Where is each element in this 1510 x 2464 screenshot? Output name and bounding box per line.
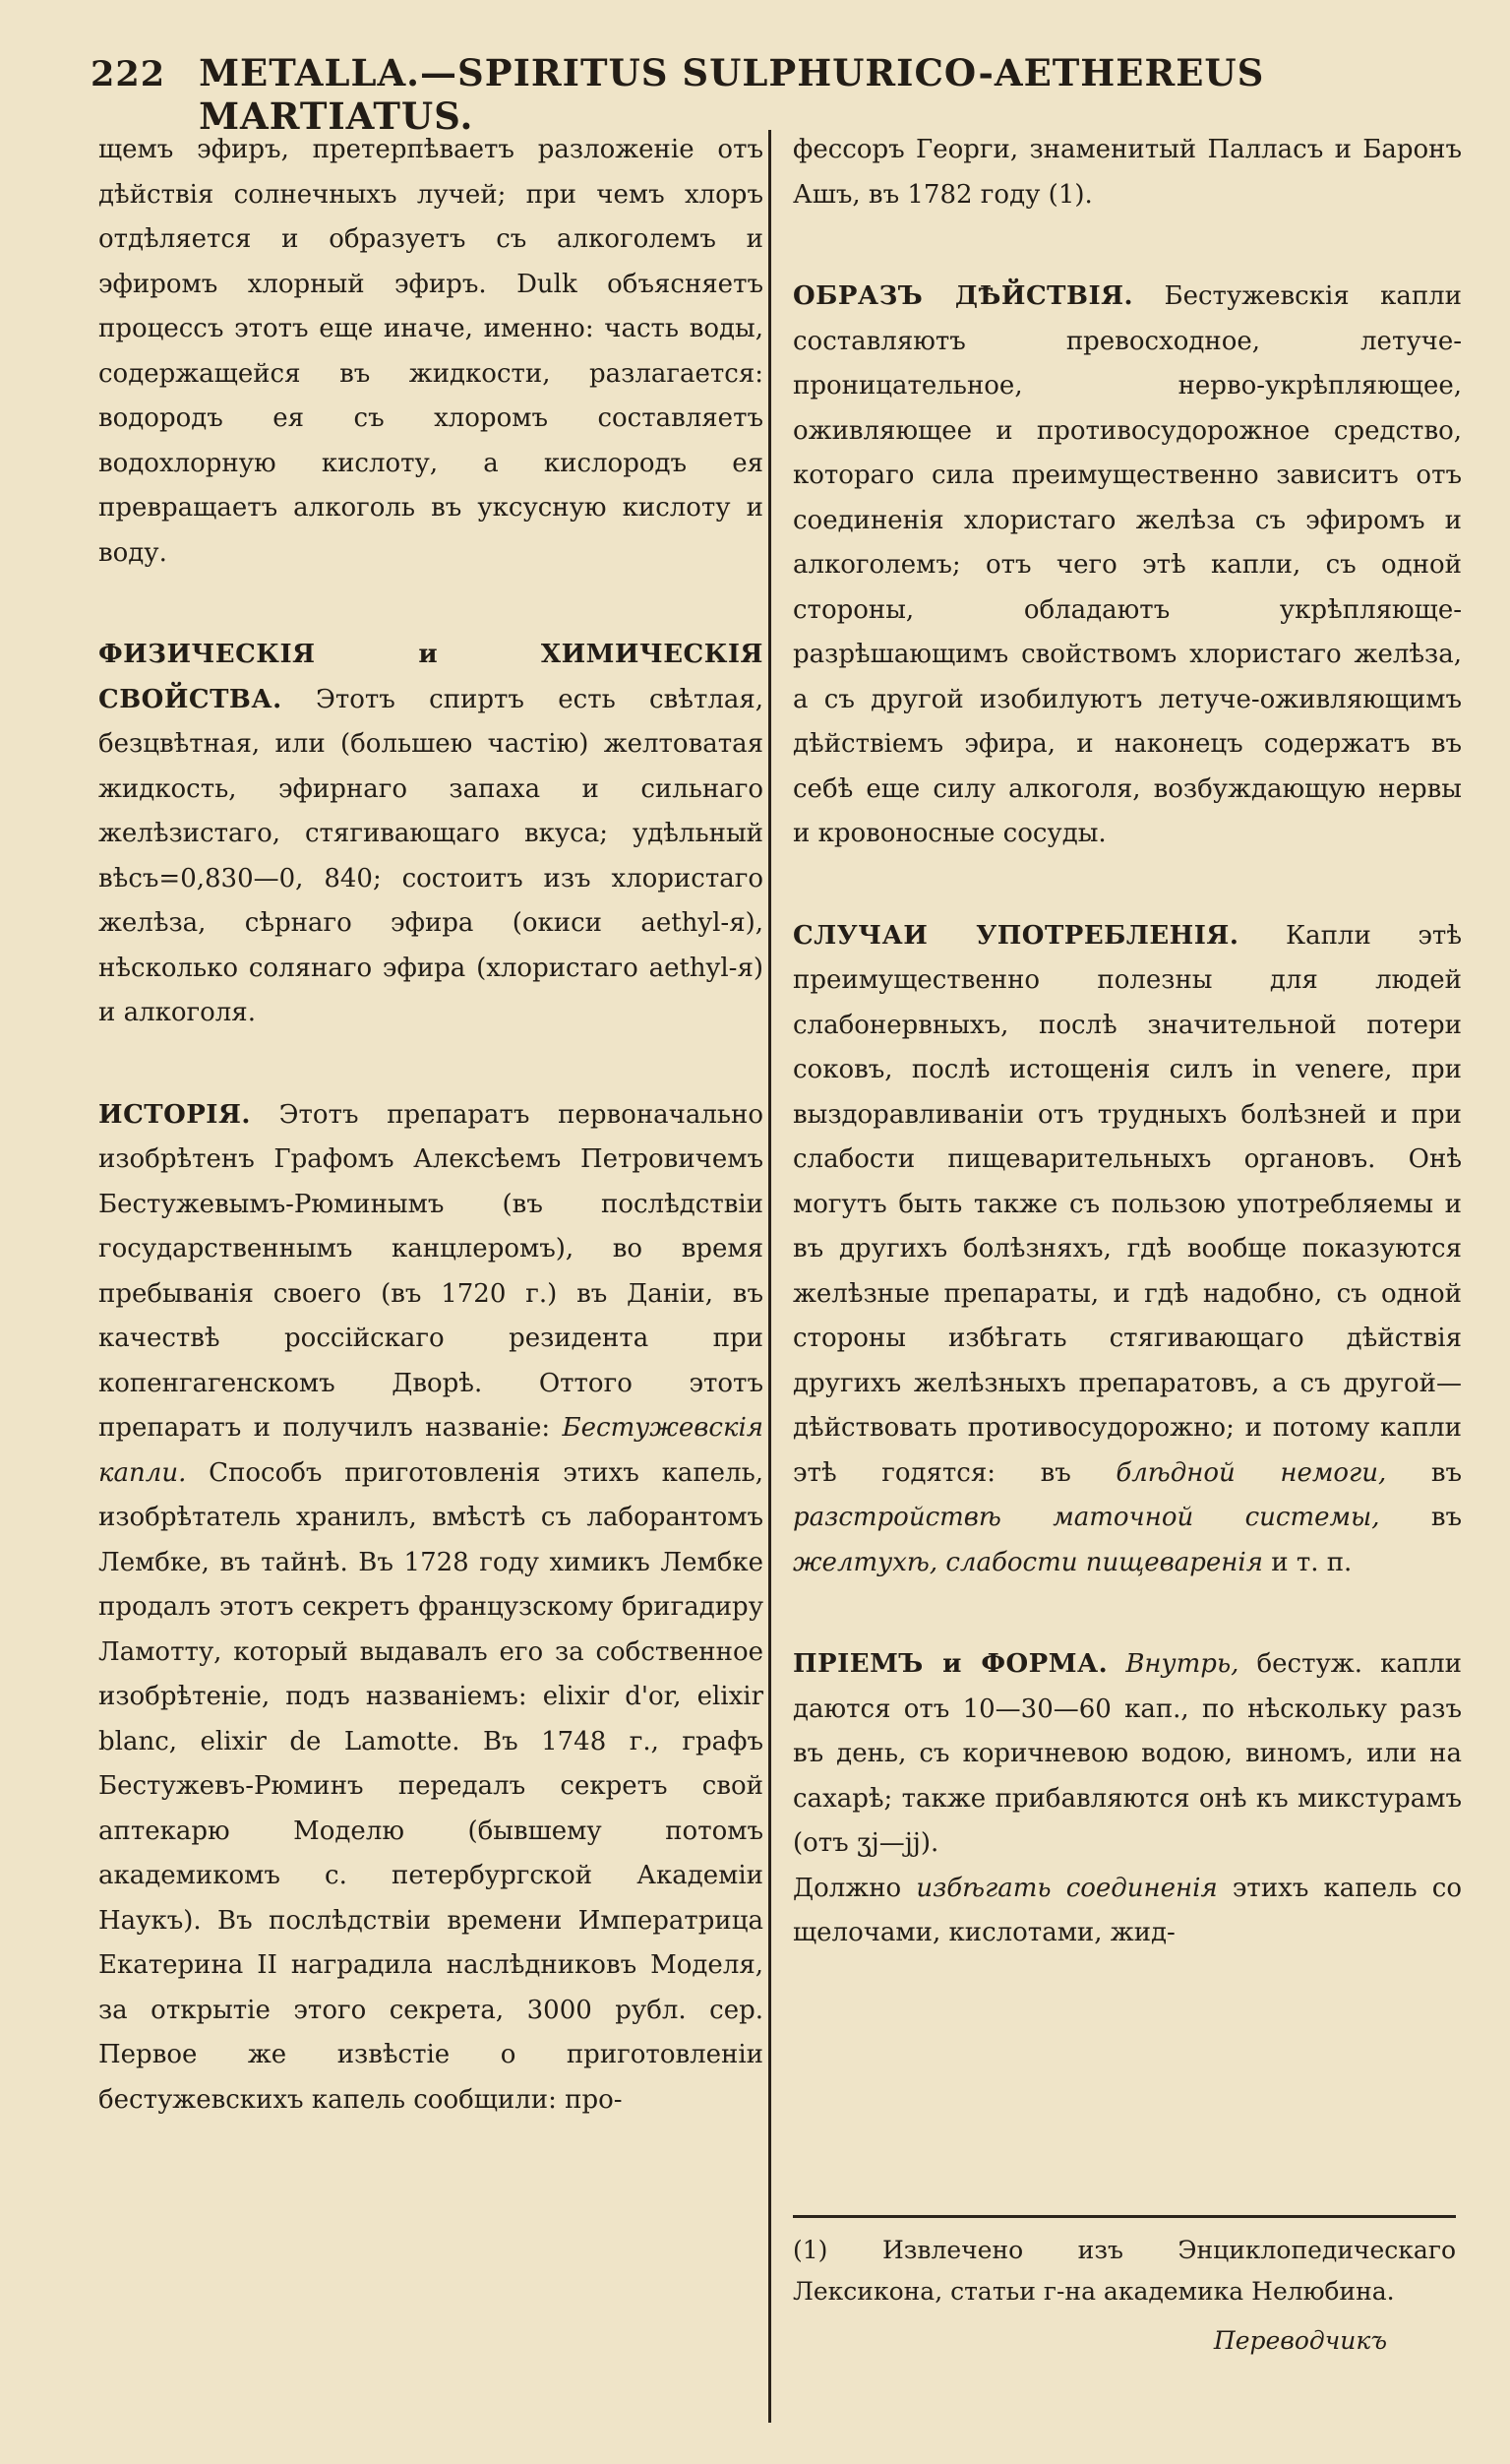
use-text-2: въ xyxy=(1430,1457,1462,1488)
left-column xyxy=(98,128,763,2123)
section-dosage xyxy=(793,1642,1462,1867)
section-text-physical: Этотъ спиртъ есть свѣтлая, безцвѣтная, или (большею частію) желтоватая жидкость, эфирнаго запаха и сильнаго желѣзистаго, стягивающаго вкуса; удѣльный вѣсъ=0,830—0, 840; состоитъ изъ хлористаго желѣза, сѣрнаго эфира (окиси aethyl-я), нѣсколько солянаго эфира (хлористаго aethyl-я) и алкоголя. xyxy=(98,684,764,1027)
footnote-body xyxy=(793,2230,1456,2312)
section-action xyxy=(793,275,1462,857)
use-text-4: и т. п. xyxy=(1271,1547,1353,1577)
footnote-mark: (1) xyxy=(793,2236,828,2264)
footnote-reference: (1) xyxy=(1048,179,1085,210)
section-heading-action: ОБРАЗЪ ДѢЙСТВІЯ. xyxy=(793,281,1134,311)
right-column xyxy=(793,128,1462,1956)
avoid-text-1: Должно xyxy=(793,1873,902,1903)
dose-italic: Внутрь, xyxy=(1125,1649,1239,1679)
column-divider xyxy=(768,130,771,2423)
footnote-text: Извлечено изъ Энциклопедическаго Лексикона, статьи г-на академика Нелюбина. xyxy=(793,2236,1456,2306)
footnote xyxy=(793,2230,1456,2362)
section-physical-properties xyxy=(98,633,763,1036)
running-header xyxy=(91,51,1359,138)
footnote-signature: Переводчикъ xyxy=(1213,2326,1387,2355)
page-number: 222 xyxy=(91,54,166,94)
dose-text: бестуж. капли даются отъ 10—30—60 кап., по нѣскольку разъ въ день, съ коричневою водою, виномъ, или на сахарѣ; также прибавляются онѣ къ микстурамъ (отъ ʒj—jj). xyxy=(793,1649,1463,1858)
history-italic-name: Бестужевскія капли. xyxy=(98,1413,763,1488)
use-italic-3: желтухѣ, слабости пищеваренія xyxy=(793,1547,1263,1577)
paragraph-avoid xyxy=(793,1867,1462,1956)
section-heading-history: ИСТОРІЯ. xyxy=(98,1099,251,1130)
section-heading-use: СЛУЧАИ УПОТРЕБЛЕНІЯ. xyxy=(793,920,1239,951)
paragraph-continuation: щемъ эфиръ, претерпѣваетъ разложеніе отъ дѣйствія солнечныхъ лучей; при чемъ хлоръ отдѣляется и образуетъ съ алкоголемъ и эфиромъ хлорный эфиръ. Dulk объясняетъ процессъ этотъ еще иначе, именно: часть воды, содержащейся въ жидкости, разлагается: водородъ ея съ хлоромъ составляетъ водохлорную кислоту, а кислородъ ея превращаетъ алкоголь въ уксусную кислоту и воду. xyxy=(98,135,763,568)
section-use-cases xyxy=(793,914,1462,1586)
avoid-italic: избѣгать соединенія xyxy=(916,1873,1218,1903)
use-italic-2: разстройствѣ маточной системы, xyxy=(793,1503,1380,1532)
use-italic-1: блѣдной немоги, xyxy=(1116,1457,1387,1488)
section-heading-dose: ПРІЕМЪ и ФОРМА. xyxy=(793,1649,1109,1679)
paragraph-continuation-right: фессоръ Георги, знаменитый Палласъ и Баронъ Ашъ, въ 1782 году (1). xyxy=(793,135,1462,210)
section-history xyxy=(98,1093,763,2124)
history-text-1: Этотъ препаратъ первоначально изобрѣтенъ Графомъ Алексѣемъ Петровичемъ Бестужевымъ-Рюминымъ (въ послѣдствіи государственнымъ канцлеромъ), во время пребыванія своего (въ 1720 г.) въ Даніи, въ качествѣ россійскаго резидента при копенгагенскомъ Дворѣ. Оттого этотъ препаратъ и получилъ названіе: xyxy=(98,1099,763,1443)
avoid-text-2: этихъ капель со щелочами, кислотами, жид- xyxy=(793,1873,1463,1947)
continuation-text: фессоръ Георги, знаменитый Палласъ и Баронъ Ашъ, въ 1782 году xyxy=(793,135,1462,210)
use-text-1: Капли этѣ преимущественно полезны для людей слабонервныхъ, послѣ значительной потери соковъ, послѣ истощенія силъ in venere, при выздоравливаніи отъ трудныхъ болѣзней и при слабости пищеварительныхъ органовъ. Онѣ могутъ быть также съ пользою употребляемы и въ другихъ болѣзняхъ, гдѣ вообще показуются желѣзные препараты, и гдѣ надобно, съ одной стороны избѣгать стягивающаго дѣйствія другихъ желѣзныхъ препаратовъ, а съ другой—дѣйствовать противосудорожно; и потому капли этѣ годятся: въ xyxy=(793,920,1462,1488)
section-text-action: Бестужевскія капли составляютъ превосходное, летуче-проницательное, нерво-укрѣпляющее, оживляющее и противосудорожное средство, котораго сила преимущественно зависитъ отъ соединенія хлористаго желѣза съ эфиромъ и алкоголемъ; отъ чего этѣ капли, съ одной стороны, обладаютъ укрѣпляюще-разрѣшающимъ свойствомъ хлористаго желѣза, а съ другой изобилуютъ летуче-оживляющимъ дѣйствіемъ эфира, и наконецъ содержатъ въ себѣ еще силу алкоголя, возбуждающую нервы и кровоносные сосуды. xyxy=(793,281,1462,848)
running-title: METALLA.—SPIRITUS SULPHURICO-AETHEREUS MARTIATUS. xyxy=(199,51,1265,138)
history-text-2: Способъ приготовленія этихъ капель, изобрѣтатель хранилъ, вмѣстѣ съ лаборантомъ Лембке, въ тайнѣ. Въ 1728 году химикъ Лембке продалъ этотъ секретъ французскому бригадиру Ламотту, который выдавалъ его за собственное изобрѣтеніе, подъ названіемъ: elixir d'or, elixir blanc, elixir de Lamotte. Въ 1748 г., графъ Бестужевъ-Рюминъ передалъ секретъ свой аптекарю Моделю (бывшему потомъ академикомъ с. петербургской Академіи Наукъ). Въ послѣдствіи времени Императрица Екатерина II наградила наслѣдниковъ Моделя, за открытіе этого секрета, 3000 рубл. сер. Первое же извѣстіе о приготовленіи бестужевскихъ капель сообщили: про- xyxy=(98,1457,764,2115)
section-heading-physical: ФИЗИЧЕСКІЯ и ХИМИЧЕСКІЯ СВОЙСТВА. xyxy=(98,640,763,714)
footnote-rule xyxy=(793,2215,1456,2218)
use-text-3: въ xyxy=(1430,1503,1463,1532)
